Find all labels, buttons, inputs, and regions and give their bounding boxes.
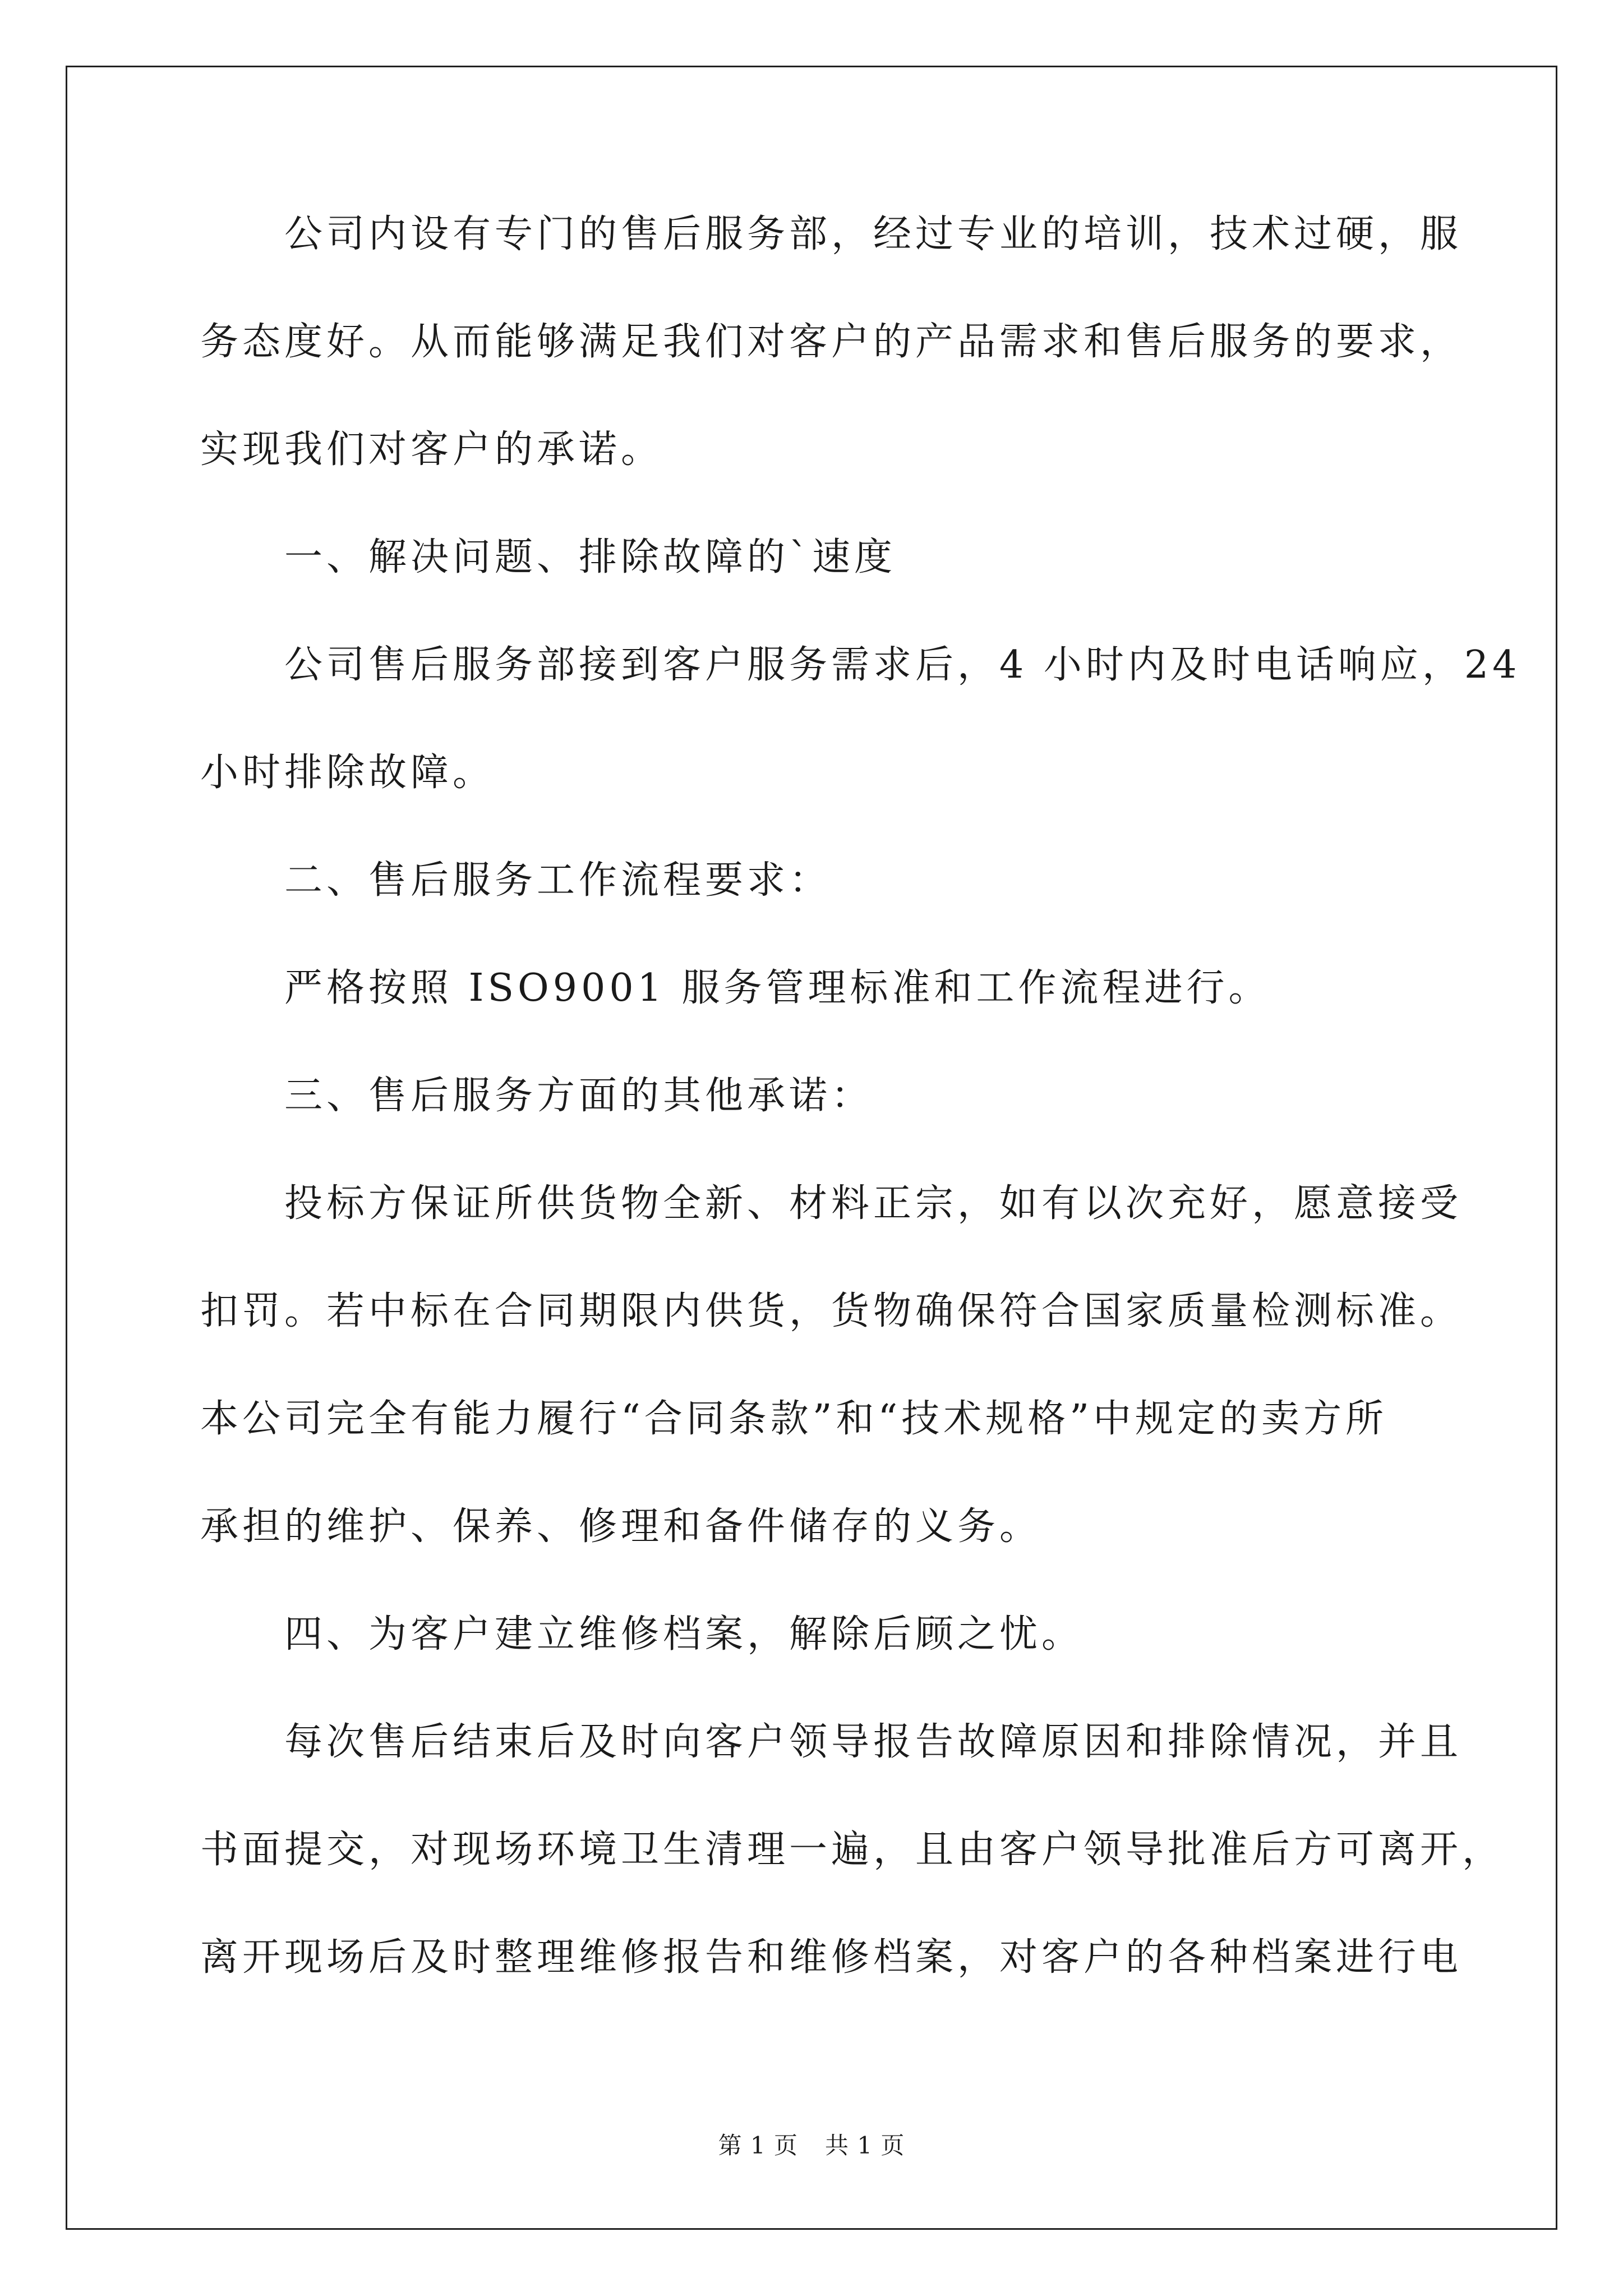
text-line: 实现我们对客户的承诺。	[200, 427, 663, 472]
text-line: 公司售后服务部接到客户服务需求后，4 小时内及时电话响应，24	[200, 643, 1521, 687]
section-heading: 四、为客户建立维修档案，解除后顾之忧。	[200, 1612, 1084, 1657]
text-line: 公司内设有专门的售后服务部，经过专业的培训，技术过硬，服	[200, 212, 1463, 256]
section-heading: 三、售后服务方面的其他承诺：	[200, 1074, 874, 1118]
text-line: 严格按照 ISO9001 服务管理标准和工作流程进行。	[200, 966, 1271, 1010]
text-line: 本公司完全有能力履行“合同条款”和“技术规格”中规定的卖方所	[200, 1397, 1388, 1441]
page-frame	[66, 66, 1557, 2230]
text-line: 务态度好。从而能够满足我们对客户的产品需求和售后服务的要求，	[200, 320, 1463, 364]
text-line: 投标方保证所供货物全新、材料正宗，如有以次充好，愿意接受	[200, 1181, 1463, 1226]
page-total: 共 1 页	[825, 2132, 905, 2159]
text-line: 每次售后结束后及时向客户领导报告故障原因和排除情况，并且	[200, 1720, 1463, 1764]
text-line: 小时排除故障。	[200, 751, 495, 795]
section-heading: 二、售后服务工作流程要求：	[200, 858, 832, 903]
section-heading: 一、解决问题、排除故障的`速度	[200, 535, 897, 579]
page-footer	[0, 2129, 1623, 2162]
text-line: 承担的维护、保养、修理和备件储存的义务。	[200, 1504, 1042, 1549]
text-line: 书面提交，对现场环境卫生清理一遍，且由客户领导批准后方可离开，	[200, 1828, 1505, 1872]
text-line: 扣罚。若中标在合同期限内供货，货物确保符合国家质量检测标准。	[200, 1289, 1463, 1333]
text-line: 离开现场后及时整理维修报告和维修档案，对客户的各种档案进行电	[200, 1935, 1463, 1980]
page-number: 第 1 页	[718, 2132, 798, 2159]
